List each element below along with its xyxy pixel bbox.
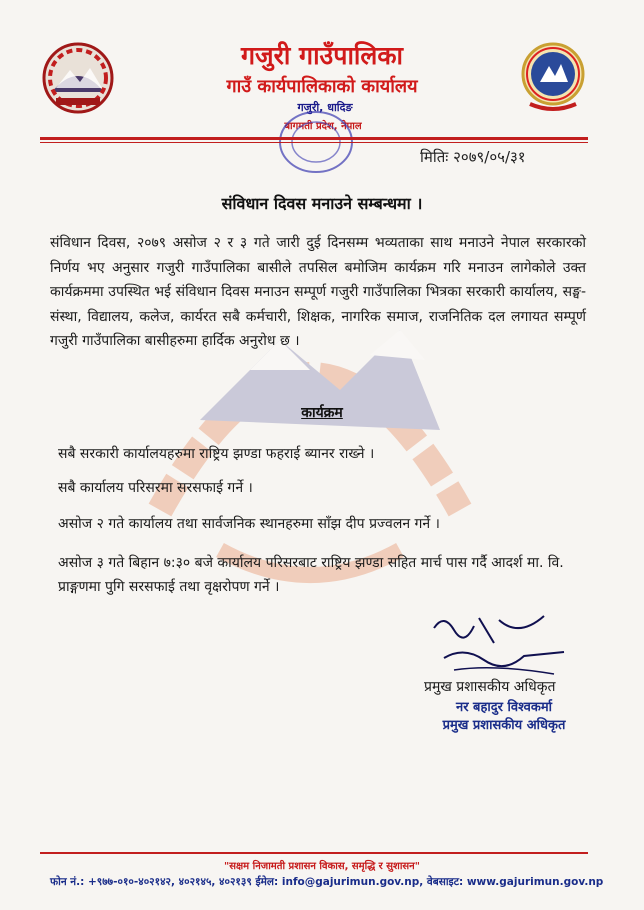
- footer-motto: "सक्षम निजामती प्रशासन विकास, समृद्धि र सुशासन": [224, 861, 420, 872]
- letter-subject: संविधान दिवस मनाउने सम्बन्धमा ।: [221, 194, 423, 213]
- program-item: सबै कार्यालय परिसरमा सरसफाई गर्ने ।: [58, 480, 253, 496]
- header-divider-thin: [40, 142, 588, 143]
- signatory-title: प्रमुख प्रशासकीय अधिकृत: [424, 679, 556, 695]
- handwritten-signature: [424, 608, 574, 680]
- signatory-role: प्रमुख प्रशासकीय अधिकृत: [442, 718, 566, 733]
- footer-contact: फोन नं.: +९७७-०१०-४०२१४२, ४०२१४५, ४०२१३९ ईमेल: info@gajurimun.gov.np, वेबसाइट: www.gajurimun.gov.np: [50, 876, 604, 888]
- letter-date: मितिः २०७९/०५/३१: [420, 148, 526, 166]
- district-line: गजुरी, धादिङ: [297, 101, 353, 114]
- program-heading: कार्यक्रम: [301, 405, 343, 421]
- signatory-name: नर बहादुर विश्वकर्मा: [456, 700, 552, 715]
- office-subtitle: गाउँ कार्यपालिकाको कार्यालय: [226, 76, 418, 97]
- letter-body: संविधान दिवस, २०७९ असोज २ र ३ गते जारी दुई दिनसम्म भव्यताका साथ मनाउने नेपाल सरकारको निर्णय भए अनुसार गजुरी गाउँपालिका बासीले तपसिल बमोजिम कार्यक्रम गरि मनाउन लागेकोले उक्त कार्यक्रममा उपस्थित भई संविधान दिवस मनाउन सम्पूर्ण गजुरी गाउँपालिका भित्रका सरकारी कार्यालय, सङ्घ-संस्था, विद्यालय, कलेज, कार्यरत सबै कर्मचारी, शिक्षक, नागरिक समाज, राजनितिक दल लगायत सम्पूर्ण गजुरी गाउँपालिका बासीहरुमा हार्दिक अनुरोध छ ।: [50, 235, 586, 349]
- municipality-title: गजुरी गाउँपालिका: [240, 41, 404, 70]
- program-item: सबै सरकारी कार्यालयहरुमा राष्ट्रिय झण्डा फहराई ब्यानर राख्ने ।: [58, 446, 375, 462]
- office-stamp: [272, 106, 360, 176]
- program-item: असोज २ गते कार्यालय तथा सार्वजनिक स्थानहरुमा साँझ दीप प्रज्वलन गर्ने ।: [58, 516, 440, 532]
- header-divider: [40, 137, 588, 140]
- program-item: असोज ३ गते बिहान ७:३० बजे कार्यालय परिसरबाट राष्ट्रिय झण्डा सहित मार्च पास गर्दै आदर्श मा. वि. प्राङ्गणमा पुगि सरसफाई तथा वृक्षरोपण गर्ने ।: [58, 555, 564, 595]
- province-line: बागमती प्रदेश, नेपाल: [284, 121, 362, 132]
- footer-divider: [40, 852, 588, 854]
